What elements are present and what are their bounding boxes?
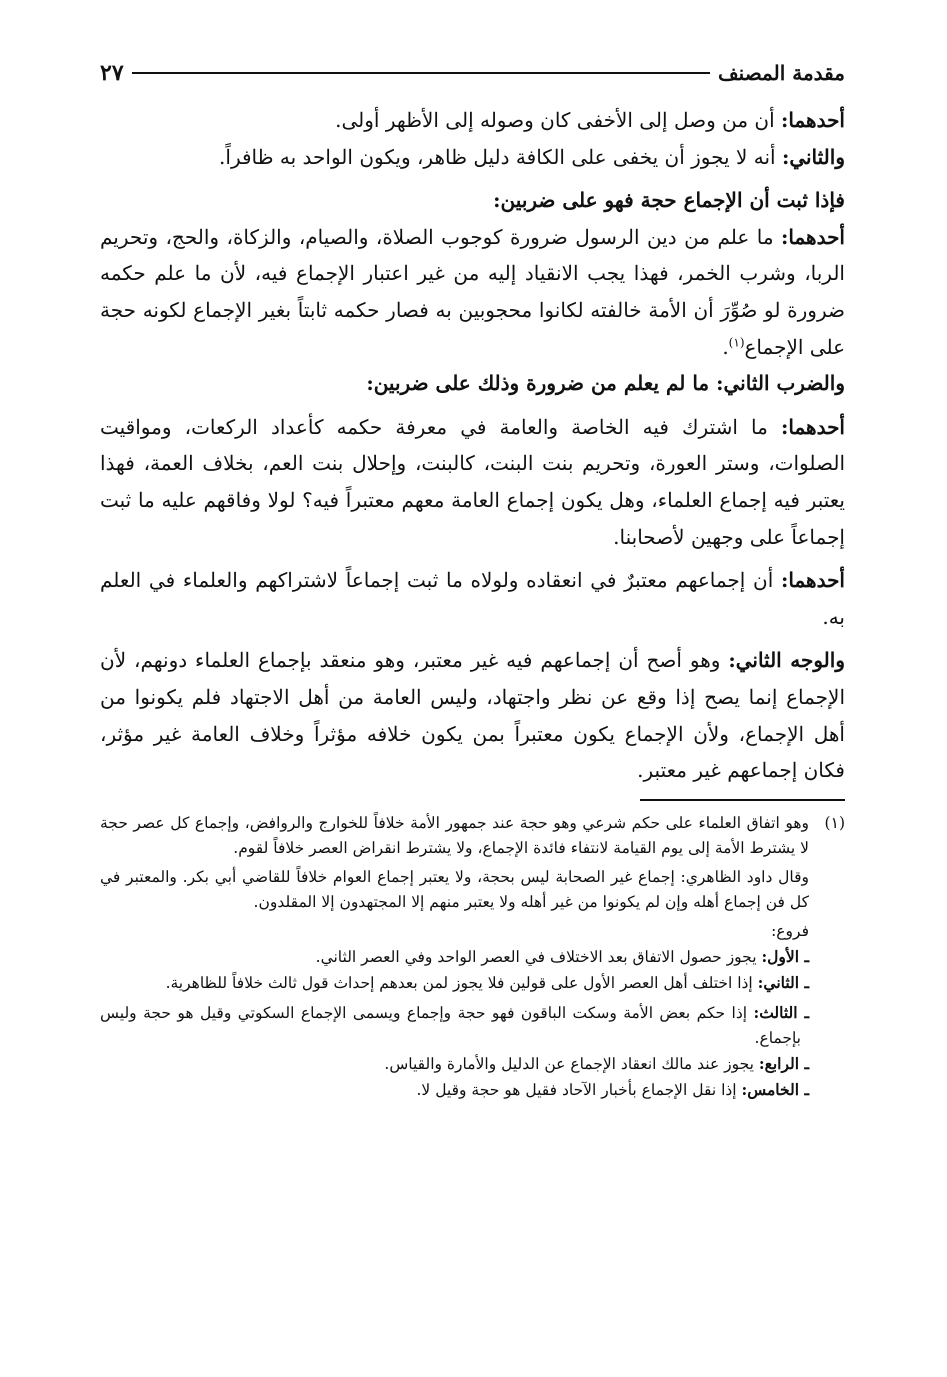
paragraph-4-text: ما علم من دين الرسول ضرورة كوجوب الصلاة، والصيام، والزكاة، والحج، وتحريم الربا، وشرب الخمر، فهذا يجب الانقياد إليه من غير اعتبار الإجماع فيه، لأن ما علم حكمه ضرورة لو صُوِّرَ أن الأمة خالفته لكانوا محجوبين به فصار حكمه ثابتاً بغير الإجماع لكونه حجة على الإجماع [100, 224, 845, 359]
paragraph-8-text: وهو أصح أن إجماعهم فيه غير معتبر، وهو منعقد بإجماع العلماء دونهم، لأن الإجماع إنما يصح إذا وقع عن نظر واجتهاد، وليس العامة من أهل الاجتهاد فلم يكونوا من أهل الإجماع، ولأن الإجماع يكون معتبراً بمن يكون خلافه مؤثراً وخلاف العامة غير مؤثر، فكان إجماعهم غير معتبر. [100, 648, 845, 783]
paragraph-7-lead: أحدهما: [780, 568, 845, 593]
footnote-list-item-2-text: إذا اختلف أهل العصر الأول على قولين فلا يجوز لمن بعدهم إحداث قول ثالث خلافاً للظاهرية. [165, 973, 758, 992]
footnote-list-item-2-lead: ـ الثاني: [757, 972, 809, 992]
footnote-list-item-5 [100, 1077, 845, 1103]
paragraph-2-text: أنه لا يجوز أن يخفى على الكافة دليل ظاهر، ويكون الواحد به ظافراً. [219, 144, 782, 169]
footnote-list-item-3-text: إذا حكم بعض الأمة وسكت الباقون فهو حجة وإجماع ويسمى الإجماع السكوتي وقيل هو حجة وليس بإجماع. [100, 1003, 801, 1047]
footnote-list-item-4-lead: ـ الرابع: [758, 1053, 809, 1073]
footnote-separator [640, 799, 845, 801]
paragraph-5 [100, 365, 845, 402]
footnote-1-text: وهو اتفاق العلماء على حكم شرعي وهو حجة عند جمهور الأمة خلافاً للخوارج والروافض، وإجماع كل عصر حجة لا يشترط الأمة إلى يوم القيامة لانتفاء فائدة الإجماع، ولا يشترط انقراض العصر خلافاً لقوم. [100, 813, 809, 857]
footnote-1 [100, 811, 845, 861]
paragraph-2-lead: والثاني: [781, 144, 845, 169]
paragraph-2 [100, 139, 845, 176]
header-rule [132, 72, 710, 74]
paragraph-3 [100, 182, 845, 219]
paragraph-4-lead: أحدهما: [780, 224, 845, 249]
footnote-1-number: (١) [824, 813, 845, 832]
paragraph-3-text: فإذا ثبت أن الإجماع حجة فهو على ضربين: [493, 188, 845, 213]
paragraph-1 [100, 102, 845, 139]
footnote-list-item-3-lead: ـ الثالث: [753, 1002, 810, 1022]
main-text [100, 102, 845, 789]
paragraph-8 [100, 642, 845, 788]
running-title: مقدمة المصنف [717, 61, 845, 85]
paragraph-6 [100, 409, 845, 555]
footnote-1-paragraph-2: وقال داود الظاهري: إجماع غير الصحابة ليس بحجة، ولا يعتبر إجماع العوام خلافاً للقاضي أبي بكر. والمعتبر في كل فن إجماع أهله وإن لم يكونوا من غير أهله ولا يعتبر منهم إلا المجتهدون إلا المقلدون. [100, 867, 809, 911]
paragraph-7 [100, 562, 845, 635]
book-page [100, 58, 845, 1103]
paragraph-6-lead: أحدهما: [780, 414, 845, 439]
paragraph-5-lead: والضرب الثاني: [716, 371, 845, 396]
paragraph-8-lead: والوجه الثاني: [728, 648, 845, 673]
footnote-list-item-4-text: يجوز عند مالك انعقاد الإجماع عن الدليل والأمارة والقياس. [384, 1054, 759, 1073]
paragraph-1-lead: أحدهما: [780, 108, 845, 132]
footnote-list-item-3 [100, 1000, 845, 1051]
paragraph-5-text: ما لم يعلم من ضرورة وذلك على ضربين: [366, 371, 717, 396]
footnote-list-item-1-text: يجوز حصول الاتفاق بعد الاختلاف في العصر الواحد وفي العصر الثاني. [315, 947, 762, 966]
paragraph-7-text: أن إجماعهم معتبرٌ في انعقاده ولولاه ما ثبت إجماعاً لاشتراكهم والعلماء في العلم به. [100, 568, 845, 629]
page-header [100, 58, 845, 88]
page-number: ٢٧ [100, 60, 124, 86]
footnote-list-item-4 [100, 1051, 845, 1077]
footnote-list-item-1 [100, 944, 845, 970]
footnotes [100, 811, 845, 1103]
footnote-1-paragraph-3: فروع: [771, 921, 809, 940]
footnote-list-item-5-text: إذا نقل الإجماع بأخبار الآحاد فقيل هو حجة وقيل لا. [416, 1080, 742, 1099]
footnote-list-item-2 [100, 970, 845, 996]
footnote-ref-1[interactable]: (١) [728, 334, 745, 349]
footnote-list-item-5-lead: ـ الخامس: [741, 1079, 809, 1099]
paragraph-4 [100, 219, 845, 365]
paragraph-1-text: أن من وصل إلى الأخفى كان وصوله إلى الأظهر أولى. [335, 108, 781, 132]
paragraph-6-text: ما اشترك فيه الخاصة والعامة في معرفة حكمه كأعداد الركعات، ومواقيت الصلوات، وستر العورة، وتحريم بنت البنت، كالبنت، وإحلال بنت العم، بخلاف العمة، فهذا يعتبر فيه إجماع العلماء، وهل يكون إجماع العامة معهم معتبراً فيه؟ لولا وفاقهم عليه ما ثبت إجماعاً على وجهين لأصحابنا. [100, 414, 845, 549]
footnote-list-item-1-lead: ـ الأول: [761, 946, 809, 966]
paragraph-4-end: . [722, 334, 729, 359]
